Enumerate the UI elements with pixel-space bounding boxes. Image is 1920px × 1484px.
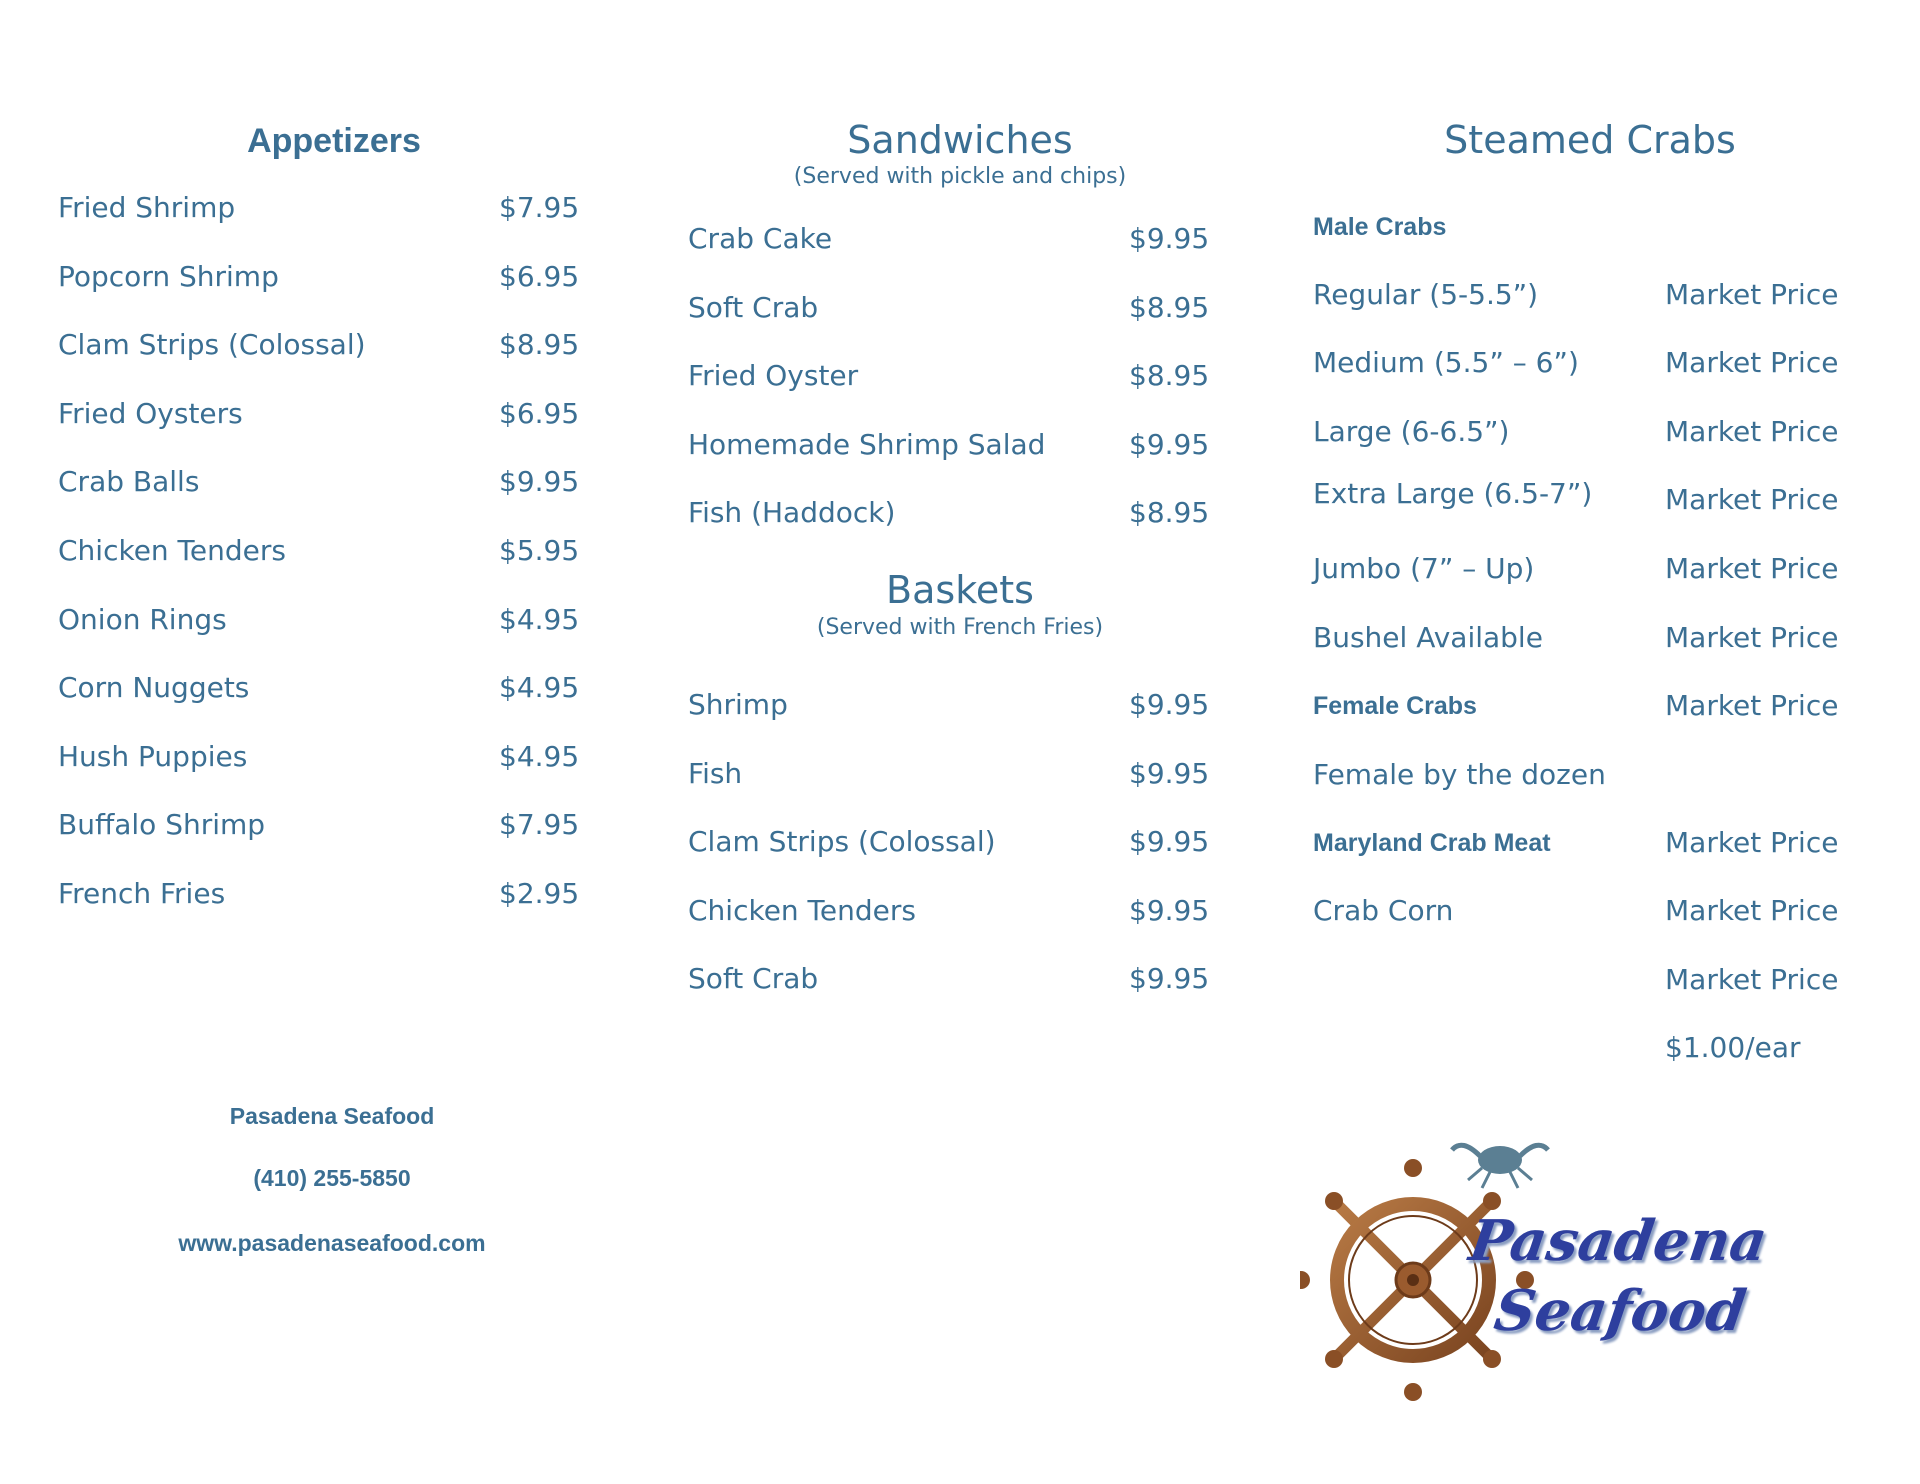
basket-name: Fish [688, 757, 743, 790]
crab-price: Market Price [1665, 552, 1839, 585]
basket-name: Soft Crab [688, 962, 819, 995]
logo-line-1: Pasadena [1465, 1208, 1772, 1274]
basket-name: Shrimp [688, 688, 788, 721]
crab-price: Market Price [1665, 894, 1839, 927]
appetizer-price: $6.95 [499, 260, 580, 293]
logo-line-2: Seafood [1490, 1278, 1750, 1344]
crab-price: Market Price [1665, 826, 1839, 859]
appetizer-name: French Fries [58, 877, 226, 910]
crab-size-name: Jumbo (7” – Up) [1313, 552, 1535, 585]
sandwich-name: Soft Crab [688, 291, 819, 324]
appetizer-name: Clam Strips (Colossal) [58, 328, 366, 361]
appetizer-price: $7.95 [499, 191, 580, 224]
crab-price: Market Price [1665, 963, 1839, 996]
crab-size-name: Medium (5.5” – 6”) [1313, 346, 1579, 379]
male-crabs-label: Male Crabs [1313, 213, 1447, 241]
crab-price: Market Price [1665, 346, 1839, 379]
crab-meat-label: Maryland Crab Meat [1313, 829, 1551, 857]
sandwich-price: $9.95 [1129, 222, 1210, 255]
crab-size-name: Bushel Available [1313, 621, 1543, 654]
appetizer-name: Buffalo Shrimp [58, 808, 266, 841]
appetizer-name: Popcorn Shrimp [58, 260, 279, 293]
sandwich-price: $8.95 [1129, 359, 1210, 392]
crab-price: Market Price [1665, 483, 1839, 516]
crab-price: Market Price [1665, 415, 1839, 448]
basket-price: $9.95 [1129, 825, 1210, 858]
appetizer-name: Corn Nuggets [58, 671, 250, 704]
crab-size-name: Large (6-6.5”) [1313, 415, 1510, 448]
crab-size-name: Regular (5-5.5”) [1313, 278, 1539, 311]
crab-size-name: Female by the dozen [1313, 758, 1606, 791]
contact-name: Pasadena Seafood [229, 1103, 435, 1129]
appetizer-price: $7.95 [499, 808, 580, 841]
appetizer-price: $2.95 [499, 877, 580, 910]
basket-price: $9.95 [1129, 894, 1210, 927]
contact-website[interactable]: www.pasadenaseafood.com [178, 1230, 486, 1256]
sandwich-price: $8.95 [1129, 496, 1210, 529]
sandwich-price: $8.95 [1129, 291, 1210, 324]
appetizer-name: Crab Balls [58, 465, 200, 498]
basket-price: $9.95 [1129, 757, 1210, 790]
appetizer-name: Hush Puppies [58, 740, 248, 773]
sandwich-name: Fried Oyster [688, 359, 859, 392]
crab-price: Market Price [1665, 278, 1839, 311]
crab-size-name: Crab Corn [1313, 894, 1454, 927]
female-crabs-label: Female Crabs [1313, 692, 1477, 720]
sandwich-name: Fish (Haddock) [688, 496, 896, 529]
basket-name: Chicken Tenders [688, 894, 916, 927]
appetizer-name: Fried Oysters [58, 397, 243, 430]
appetizer-price: $9.95 [499, 465, 580, 498]
sandwich-name: Crab Cake [688, 222, 833, 255]
appetizer-name: Onion Rings [58, 603, 227, 636]
baskets-title: Baskets [886, 568, 1034, 612]
appetizer-name: Chicken Tenders [58, 534, 286, 567]
basket-price: $9.95 [1129, 962, 1210, 995]
sandwiches-title: Sandwiches [847, 118, 1073, 162]
appetizer-price: $4.95 [499, 671, 580, 704]
sandwiches-subtitle: (Served with pickle and chips) [793, 164, 1127, 189]
crab-price: $1.00/ear [1665, 1031, 1801, 1064]
appetizer-price: $5.95 [499, 534, 580, 567]
contact-phone: (410) 255-5850 [253, 1165, 411, 1191]
appetizer-price: $4.95 [499, 740, 580, 773]
appetizer-price: $8.95 [499, 328, 580, 361]
sandwich-name: Homemade Shrimp Salad [688, 428, 1046, 461]
appetizers-title: Appetizers [247, 122, 421, 160]
appetizer-name: Fried Shrimp [58, 191, 236, 224]
crab-price: Market Price [1665, 621, 1839, 654]
appetizer-price: $4.95 [499, 603, 580, 636]
baskets-subtitle: (Served with French Fries) [816, 615, 1104, 640]
appetizer-price: $6.95 [499, 397, 580, 430]
pasadena-seafood-logo [1300, 1120, 1772, 1420]
steamed-crabs-title: Steamed Crabs [1444, 118, 1736, 162]
crab-price: Market Price [1665, 689, 1839, 722]
basket-price: $9.95 [1129, 688, 1210, 721]
crab-size-name: Extra Large (6.5-7”) [1313, 477, 1593, 510]
basket-name: Clam Strips (Colossal) [688, 825, 996, 858]
sandwich-price: $9.95 [1129, 428, 1210, 461]
crab-icon [1452, 1145, 1548, 1188]
